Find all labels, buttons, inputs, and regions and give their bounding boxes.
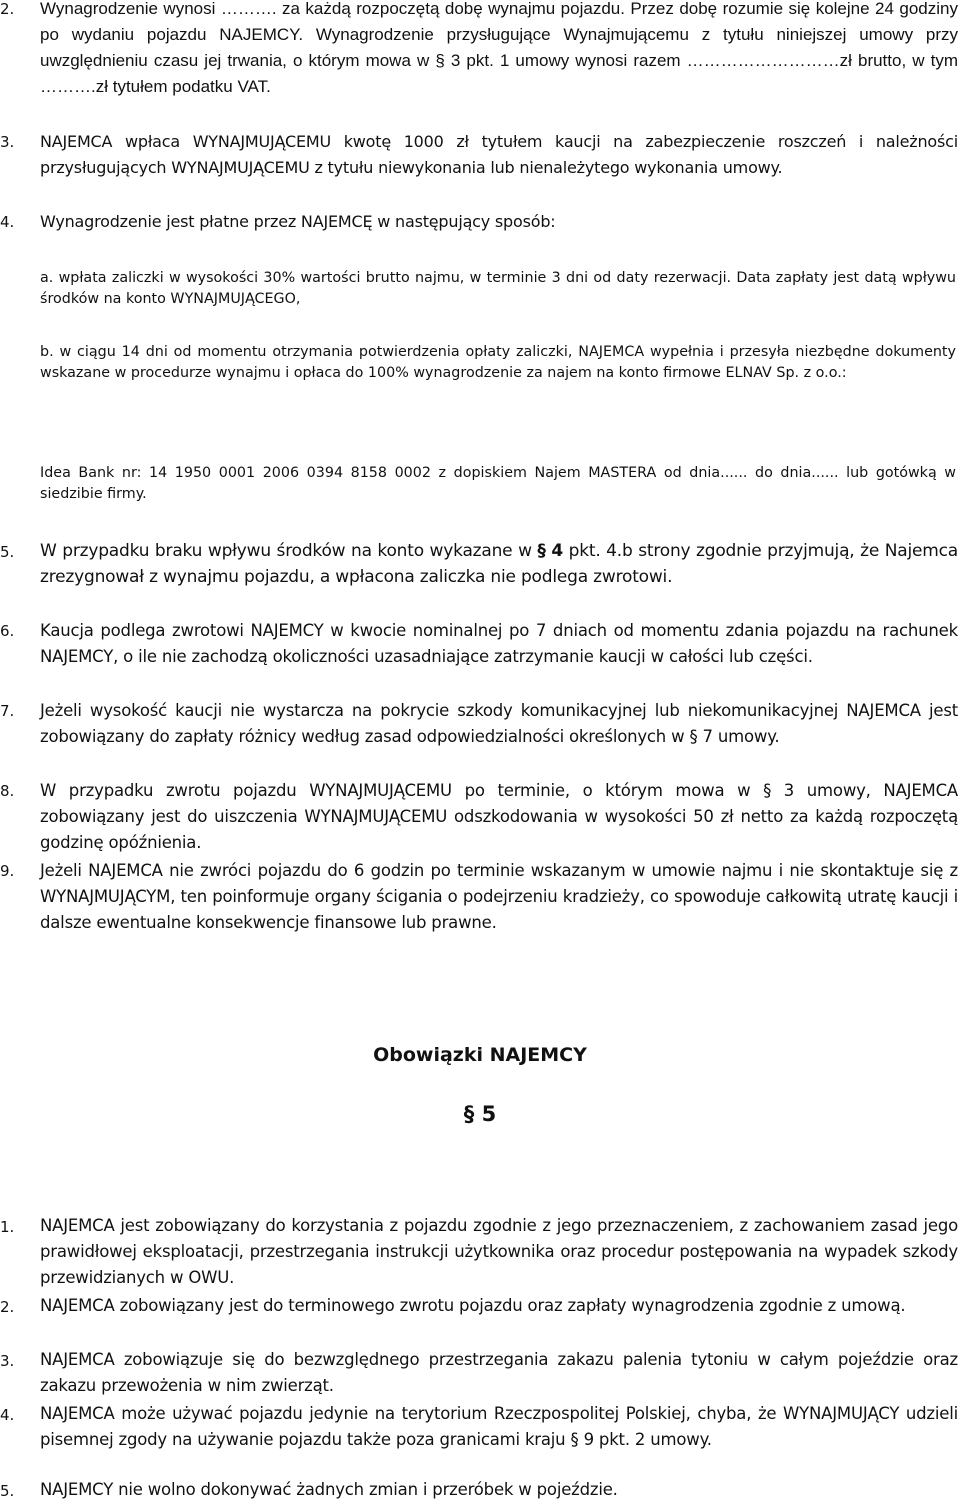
duty-4 (0, 1401, 958, 1453)
duty-1 (0, 1213, 958, 1291)
clause-2 (0, 0, 958, 100)
duty-5 (0, 1477, 958, 1503)
clause-4 (0, 209, 958, 235)
section-sign: § (463, 1102, 475, 1126)
clause-number: 2. (0, 1298, 15, 1316)
clause-text: Wynagrodzenie wynosi ………. za każdą rozpoczętą dobę wynajmu pojazdu. Przez dobę rozumie się kolejne 24 godziny po wydaniu pojazdu NAJEMCY. Wynagrodzenie przysługujące Wynajmującemu z tytułu niniejszej umowy przy uwzględnieniu czasu jej trwania, o którym mowa w § 3 pkt. 1 umowy wynosi razem ………………………zł brutto, w tym ……….zł tytułem podatku VAT. (40, 0, 958, 96)
clause-number: 3. (0, 1352, 15, 1370)
section-title: Obowiązki NAJEMCY (373, 1044, 587, 1066)
clause-number: 9. (0, 862, 15, 880)
section-ref: 4 (551, 541, 564, 561)
clause-number: 6. (0, 622, 15, 640)
duty-3 (0, 1347, 958, 1399)
clause-text (40, 538, 958, 590)
clause-text: NAJEMCA jest zobowiązany do korzystania z pojazdu zgodnie z jego przeznaczeniem, z zachowaniem zasad jego prawidłowej eksploatacji, przestrzegania instrukcji użytkownika oraz procedur postępowania na wypadek szkody przewidzianych w OWU. (40, 1216, 958, 1287)
clause-3 (0, 129, 958, 181)
clause-text-part: pkt. 4.b strony zgodnie przyjmują, że Najemca zrezygnował z wynajmu pojazdu, a wpłacona zaliczka nie podlega zwrotowi. (40, 541, 958, 587)
clause-number: 1. (0, 1218, 15, 1236)
clause-text: NAJEMCA zobowiązuje się do bezwzględnego przestrzegania zakazu palenia tytoniu w całym pojeździe oraz zakazu przewożenia w nim zwierząt. (40, 1350, 958, 1395)
bank-details: Idea Bank nr: 14 1950 0001 2006 0394 8158 0002 z dopiskiem Najem MASTERA od dnia...... do dnia...... lub gotówką w siedzibie firmy. (40, 465, 956, 502)
clause-text: NAJEMCY nie wolno dokonywać żadnych zmian i przeróbek w pojeździe. (40, 1480, 618, 1499)
clause-text: W przypadku zwrotu pojazdu WYNAJMUJĄCEMU po terminie, o którym mowa w § 3 umowy, NAJEMCA zobowiązany jest do uiszczenia WYNAJMUJĄCEMU odszkodowania w wysokości 50 zł netto za każdą rozpoczętą godzinę opóźnienia. (40, 781, 958, 852)
clause-number: 4. (0, 213, 15, 231)
clause-number: 4. (0, 1406, 15, 1424)
duty-2 (0, 1293, 958, 1319)
payment-option-a: a. wpłata zaliczki w wysokości 30% wartości brutto najmu, w terminie 3 dni od daty rezerwacji. Data zapłaty jest datą wpływu środków na konto WYNAJMUJĄCEGO, (40, 270, 956, 307)
section-number (0, 1102, 960, 1126)
clause-text: NAJEMCA zobowiązany jest do terminowego zwrotu pojazdu oraz zapłaty wynagrodzenia zgodnie z umową. (40, 1296, 906, 1315)
section-digit: 5 (481, 1102, 497, 1126)
clause-5 (0, 538, 958, 590)
clause-6 (0, 618, 958, 670)
clause-number: 8. (0, 782, 15, 800)
clause-number: 7. (0, 702, 15, 720)
clause-number: 3. (0, 133, 15, 151)
section-sign: § (537, 541, 546, 561)
clause-text: Kaucja podlega zwrotowi NAJEMCY w kwocie nominalnej po 7 dniach od momentu zdania pojazdu na rachunek NAJEMCY, o ile nie zachodzą okoliczności uzasadniające zatrzymanie kaucji w całości lub części. (40, 621, 958, 666)
clause-number: 5. (0, 1482, 15, 1500)
payment-option-b: b. w ciągu 14 dni od momentu otrzymania potwierdzenia opłaty zaliczki, NAJEMCA wypełnia i przesyła niezbędne dokumenty wskazane w procedurze wynajmu i opłaca do 100% wynagrodzenie za najem na konto firmowe ELNAV Sp. z o.o.: (40, 344, 956, 381)
clause-7 (0, 698, 958, 750)
clause-text: Jeżeli NAJEMCA nie zwróci pojazdu do 6 godzin po terminie wskazanym w umowie najmu i nie skontaktuje się z WYNAJMUJĄCYM, ten poinformuje organy ścigania o podejrzeniu kradzieży, co spowoduje całkowitą utratę kaucji i dalsze ewentualne konsekwencje finansowe lub prawne. (40, 861, 958, 932)
clause-text: Jeżeli wysokość kaucji nie wystarcza na pokrycie szkody komunikacyjnej lub niekomunikacyjnej NAJEMCA jest zobowiązany do zapłaty różnicy według zasad odpowiedzialności określonych w § 7 umowy. (40, 701, 958, 746)
clause-text: NAJEMCA wpłaca WYNAJMUJĄCEMU kwotę 1000 zł tytułem kaucji na zabezpieczenie roszczeń i należności przysługujących WYNAJMUJĄCEMU z tytułu niewykonania lub nienależytego wykonania umowy. (40, 132, 958, 177)
clause-text: NAJEMCA może używać pojazdu jedynie na terytorium Rzeczpospolitej Polskiej, chyba, że WYNAJMUJĄCY udzieli pisemnej zgody na używanie pojazdu także poza granicami kraju § 9 pkt. 2 umowy. (40, 1404, 958, 1449)
clause-9 (0, 858, 958, 936)
clause-text: Wynagrodzenie jest płatne przez NAJEMCĘ w następujący sposób: (40, 212, 556, 231)
clause-text-part: W przypadku braku wpływu środków na konto wykazane w (40, 541, 538, 561)
clause-number: 2. (0, 0, 15, 18)
clause-8 (0, 778, 958, 856)
clause-number: 5. (0, 543, 15, 561)
